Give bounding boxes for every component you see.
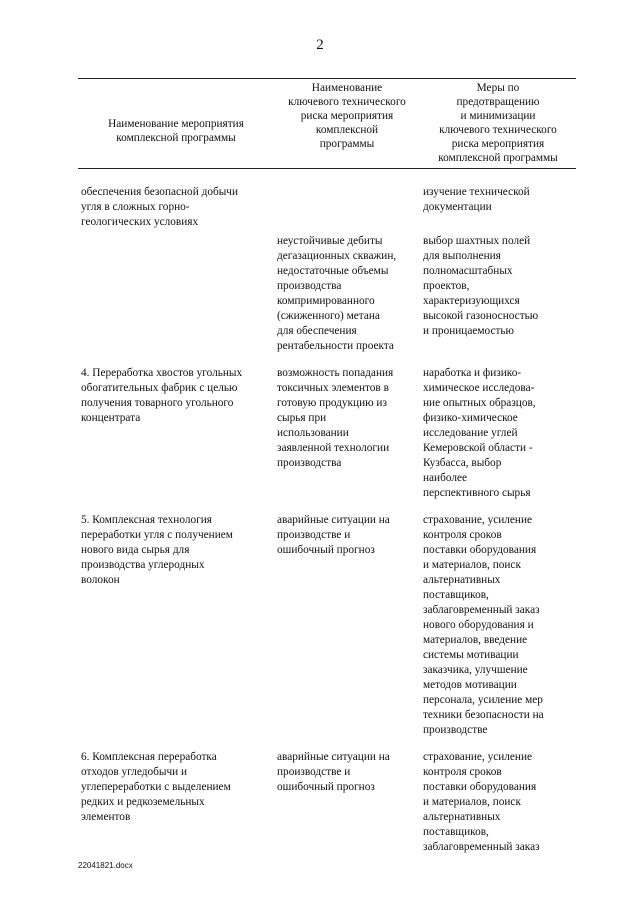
row-measure xyxy=(78,230,274,354)
row-risk xyxy=(274,185,420,230)
row-measure: 4. Переработка хвостов угольных обогатительных фабрик с целью получения товарного угольного концентрата xyxy=(81,367,243,424)
row-risk: возможность попадания токсичных элементов в готовую продукцию из сырья при использовании заявленной технологии производства xyxy=(277,367,394,469)
row-measure: обеспечения безопасной добычи угля в сложных горно- геологических условиях xyxy=(81,186,239,228)
header-measure: Наименование мероприятия комплексной программы xyxy=(78,79,274,169)
page-number: 2 xyxy=(316,37,324,53)
row-mitigation: изучение технической документации xyxy=(423,186,530,213)
row-mitigation: страхование, усиление контроля сроков поставки оборудования и материалов, поиск альтернативных поставщиков, заблаговременный заказ xyxy=(423,751,540,853)
row-risk: неустойчивые дебиты дегазационных скважин, недостаточные объемы производства компримированного (сжиженного) метана для обеспечения рентабельности проекта xyxy=(277,235,397,352)
table-row xyxy=(78,185,576,230)
table-row xyxy=(78,750,576,855)
risk-table xyxy=(78,78,576,855)
row-mitigation: страхование, усиление контроля сроков поставки оборудования и материалов, поиск альтернативных поставщиков, заблаговременный заказ нового оборудования и материалов, введение системы мотивации заказчика, улучшение методов мотивации персонала, усиление мер техники безопасности на производстве xyxy=(423,514,544,736)
table-row xyxy=(78,513,576,738)
row-mitigation: выбор шахтных полей для выполнения полномасштабных проектов, характеризующихся высокой газоносностью и проницаемостью xyxy=(423,235,539,337)
row-mitigation: наработка и физико- химическое исследова- ние опытных образцов, физико-химическое исследование углей Кемеровской области - Кузбасса, выбор наиболее перспективного сырья xyxy=(423,367,536,499)
row-measure: 5. Комплексная технология переработки угля с получением нового вида сырья для производства углеродных волокон xyxy=(81,514,233,586)
row-risk: аварийные ситуации на производстве и ошибочный прогноз xyxy=(277,514,390,556)
row-risk: аварийные ситуации на производстве и ошибочный прогноз xyxy=(277,751,390,793)
table-header-row xyxy=(78,79,576,169)
table-row xyxy=(78,366,576,501)
footer-filename: 22041821.docx xyxy=(78,861,133,870)
row-measure: 6. Комплексная переработка отходов угледобычи и углепереработки с выделением редких и редкоземельных элементов xyxy=(81,751,231,823)
header-mitigation: Меры по предотвращению и минимизации ключевого технического риска мероприятия комплексной программы xyxy=(420,79,576,169)
table-row xyxy=(78,230,576,354)
header-risk: Наименование ключевого технического риска мероприятия комплексной программы xyxy=(274,79,420,169)
